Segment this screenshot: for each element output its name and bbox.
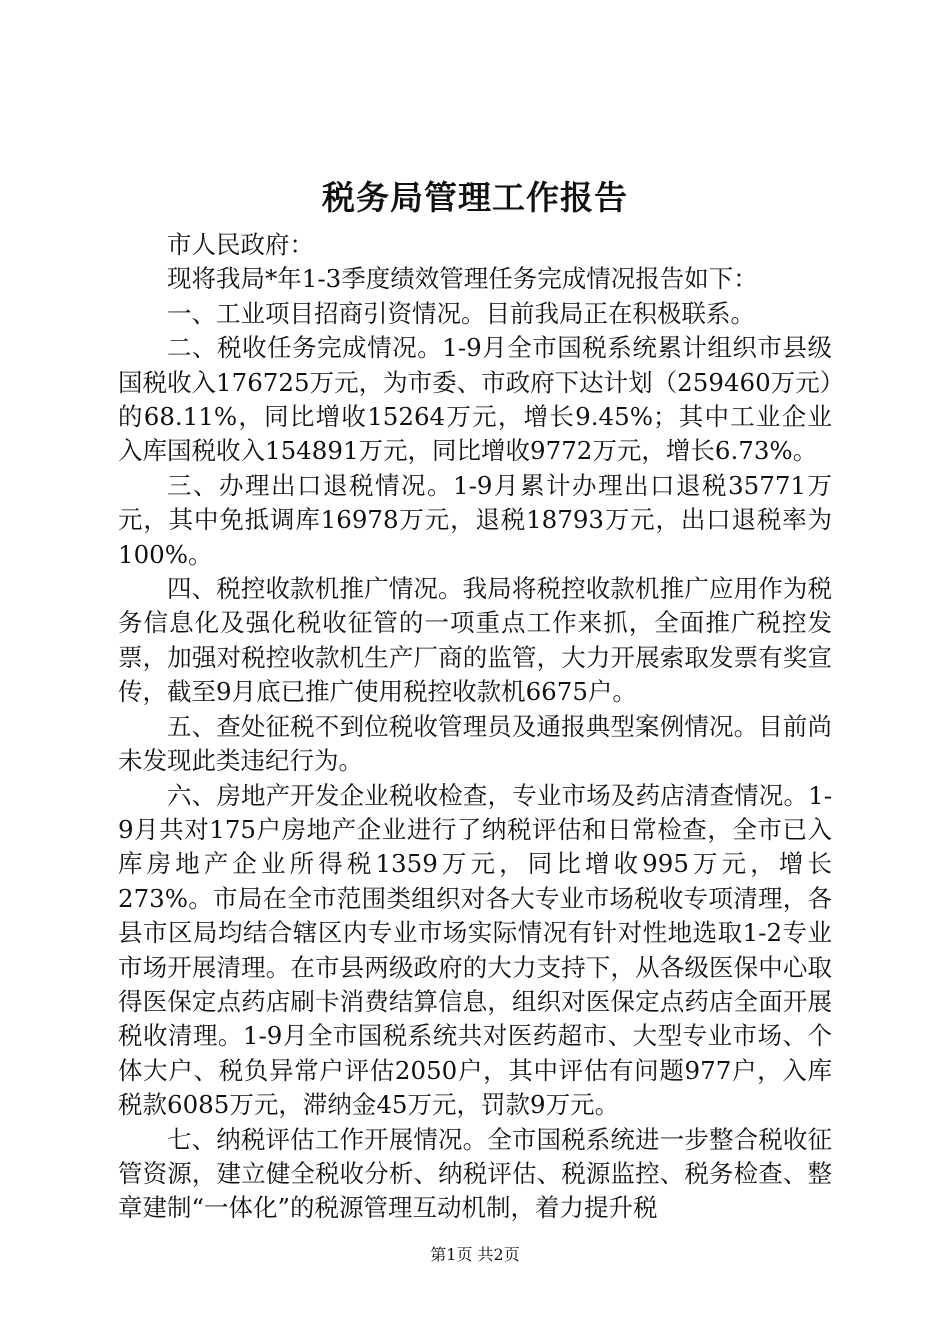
page-footer: 第1页 共2页 [430, 1245, 520, 1264]
document-title: 税务局管理工作报告 [322, 178, 628, 217]
section-6-paragraph: 六、房地产开发企业税收检查，专业市场及药店清查情况。1-9月共对175户房地产企业进行了纳税评估和日常检查，全市已入库房地产企业所得税1359万元，同比增收995万元，增长273%。市局在全市范围类组织对各大专业市场税收专项清理，各县市区局均结合辖区内专业市场实际情况有针对性地选取1-2专业市场开展清理。在市县两级政府的大力支持下，从各级医保中心取得医保定点药店刷卡消费结算信息，组织对医保定点药店全面开展税收清理。1-9月全市国税系统共对医药超市、大型专业市场、个体大户、税负异常户评估2050户，其中评估有问题977户，入库税款6085万元，滞纳金45万元，罚款9万元。 [118, 780, 832, 1120]
section-7-paragraph: 七、纳税评估工作开展情况。全市国税系统进一步整合税收征管资源，建立健全税收分析、纳税评估、税源监控、税务检查、整章建制“一体化”的税源管理互动机制，着力提升税 [118, 1124, 832, 1223]
section-2-paragraph: 二、税收任务完成情况。1-9月全市国税系统累计组织市县级国税收入176725万元，为市委、市政府下达计划（259460万元）的68.11%，同比增收15264万元，增长9.45%；其中工业企业入库国税收入154891万元，同比增收9772万元，增长6.73%。 [118, 333, 832, 466]
intro-paragraph: 现将我局*年1-3季度绩效管理任务完成情况报告如下： [167, 264, 758, 294]
salutation: 市人民政府： [167, 230, 314, 259]
document-body [118, 228, 832, 1226]
section-1-paragraph: 一、工业项目招商引资情况。目前我局正在积极联系。 [167, 298, 755, 328]
section-5-paragraph: 五、查处征税不到位税收管理员及通报典型案例情况。目前尚未发现此类违纪行为。 [118, 711, 832, 776]
section-3-paragraph: 三、办理出口退税情况。1-9月累计办理出口退税35771万元，其中免抵调库16978万元，退税18793万元，出口退税率为100%。 [118, 470, 832, 569]
section-4-paragraph: 四、税控收款机推广情况。我局将税控收款机推广应用作为税务信息化及强化税收征管的一项重点工作来抓，全面推广税控发票，加强对税控收款机生产厂商的监管，大力开展索取发票有奖宣传，截至9月底已推广使用税控收款机6675户。 [118, 574, 832, 707]
